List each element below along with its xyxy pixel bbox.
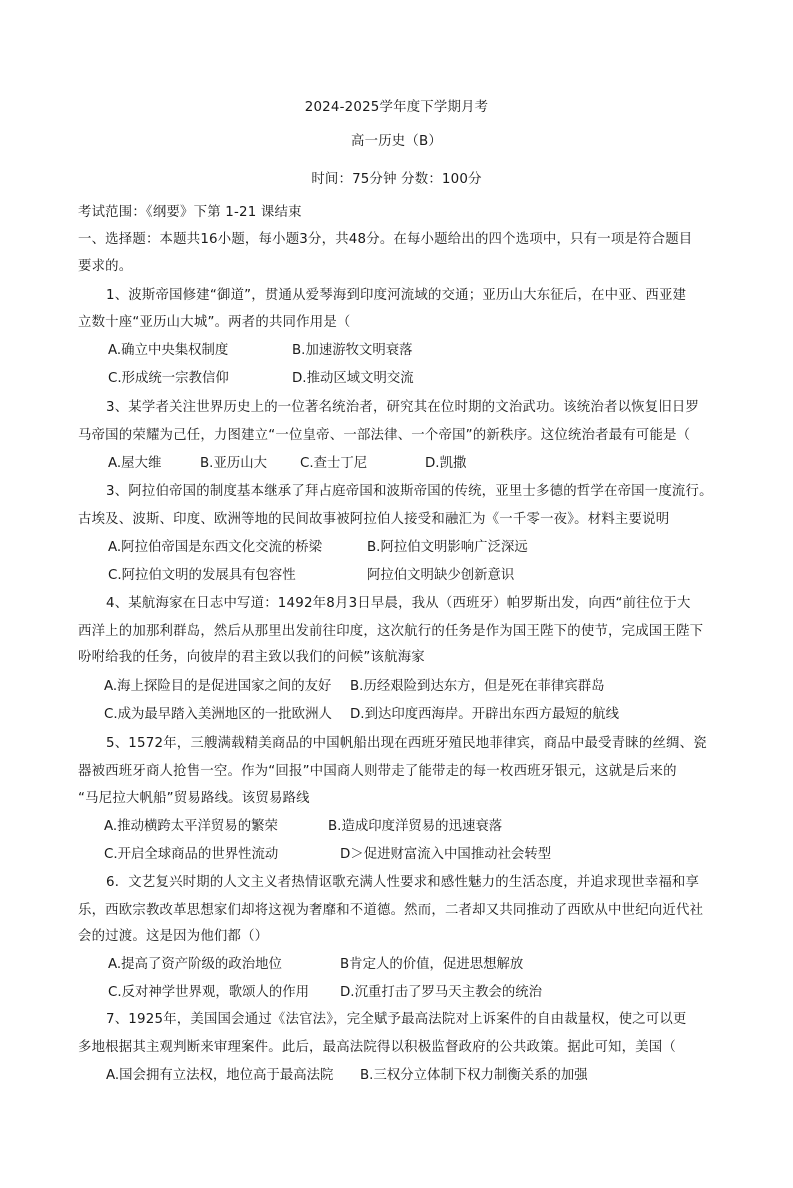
q1-option-a: A.确立中央集权制度 [108, 343, 229, 358]
exam-title: 2024-2025学年度下学期月考 [304, 100, 489, 115]
q3a-option-a: A.屋大维 [108, 456, 162, 471]
q3a-option-b: B.亚历山大 [200, 456, 268, 471]
q3a-option-d: D.凯撒 [425, 456, 467, 471]
q3b-stem-cont: 古埃及、波斯、印度、欧洲等地的民间故事被阿拉伯人接受和融汇为《一千零一夜》。材料主要说明 [78, 512, 670, 527]
q5-stem-cont2: “马尼拉大帆船”贸易路线。该贸易路线 [78, 791, 310, 806]
time-score: 时间：75分钟 分数：100分 [311, 172, 482, 187]
section-heading: 一、选择题：本题共16小题，每小题3分，共48分。在每小题给出的四个选项中，只有一项是符合题目 [78, 232, 693, 247]
q5-option-c: C.开启全球商品的世界性流动 [104, 847, 279, 862]
q7-stem-cont: 多地根据其主观判断来审理案件。此后，最高法院得以积极监督政府的公共政策。据此可知，美国（ [78, 1040, 676, 1055]
q6-stem: 6．文艺复兴时期的人文主义者热情讴歌充满人性要求和感性魅力的生活态度，并追求现世幸福和享 [106, 875, 700, 890]
q7-option-b: B.三权分立体制下权力制衡关系的加强 [360, 1068, 588, 1083]
q3b-stem: 3、阿拉伯帝国的制度基本继承了拜占庭帝国和波斯帝国的传统，亚里士多德的哲学在帝国一度流行。 [106, 484, 713, 499]
q3a-stem-cont: 马帝国的荣耀为己任，力图建立“一位皇帝、一部法律、一个帝国”的新秩序。这位统治者最有可能是（ [78, 428, 691, 443]
q1-option-b: B.加速游牧文明衰落 [292, 343, 413, 358]
q6-stem-cont2: 会的过渡。这是因为他们都（） [78, 929, 269, 944]
q4-option-d: D.到达印度西海岸。开辟出东西方最短的航线 [350, 707, 619, 722]
q1-stem: 1、波斯帝国修建“御道”，贯通从爱琴海到印度河流域的交通；亚历山大东征后，在中亚、西亚建 [106, 288, 687, 303]
q4-option-c: C.成为最早踏入美洲地区的一批欧洲人 [104, 707, 332, 722]
exam-subtitle: 高一历史（B） [351, 134, 442, 149]
q4-stem-cont1: 西洋上的加那利群岛，然后从那里出发前往印度，这次航行的任务是作为国王陛下的使节，完成国王陛下 [78, 624, 704, 639]
q7-option-a: A.国会拥有立法权，地位高于最高法院 [106, 1068, 334, 1083]
q3b-option-c: C.阿拉伯文明的发展具有包容性 [108, 568, 296, 583]
q1-option-d: D.推动区域文明交流 [292, 371, 414, 386]
q1-stem-cont: 立数十座“亚历山大城”。两者的共同作用是（ [78, 315, 351, 330]
q6-option-d: D.沉重打击了罗马天主教会的统治 [340, 985, 543, 1000]
q3a-option-c: C.查士丁尼 [300, 456, 368, 471]
q3b-option-d: 阿拉伯文明缺少创新意识 [367, 568, 515, 583]
exam-scope: 考试范围：《纲要》下第 1-21 课结束 [78, 205, 302, 220]
q5-option-a: A.推动横跨太平洋贸易的繁荣 [104, 819, 278, 834]
q7-stem: 7、1925年，美国国会通过《法官法》，完全赋予最高法院对上诉案件的自由裁量权，使之可以更 [106, 1012, 687, 1027]
q6-stem-cont1: 乐，西欧宗教改革思想家们却将这视为奢靡和不道德。然而，二者却又共同推动了西欧从中世纪向近代社 [78, 903, 704, 918]
q3a-stem: 3、某学者关注世界历史上的一位著名统治者，研究其在位时期的文治武功。该统治者以恢复旧日罗 [106, 400, 700, 415]
section-heading-cont: 要求的。 [78, 259, 133, 274]
q6-option-c: C.反对神学世界观，歌颂人的作用 [108, 985, 310, 1000]
q4-stem: 4、某航海家在日志中写道：1492年8月3日早晨，我从（西班牙）帕罗斯出发，向西“前往位于大 [106, 596, 691, 611]
q3b-option-b: B.阿拉伯文明影响广泛深远 [367, 540, 528, 555]
q5-stem: 5、1572年，三艘满载精美商品的中国帆船出现在西班牙殖民地菲律宾，商品中最受青睐的丝绸、瓷 [106, 736, 707, 751]
q5-stem-cont1: 器被西班牙商人抢售一空。作为“回报”中国商人则带走了能带走的每一枚西班牙银元，这就是后来的 [78, 764, 677, 779]
q4-option-a: A.海上探险目的是促进国家之间的友好 [104, 679, 332, 694]
q6-option-b: B肯定人的价值，促进思想解放 [340, 957, 524, 972]
q5-option-d: D＞促进财富流入中国推动社会转型 [340, 847, 552, 862]
q5-option-b: B.造成印度洋贸易的迅速衰落 [328, 819, 503, 834]
q1-option-c: C.形成统一宗教信仰 [108, 371, 229, 386]
q4-option-b: B.历经艰险到达东方，但是死在菲律宾群岛 [350, 679, 605, 694]
q3b-option-a: A.阿拉伯帝国是东西文化交流的桥梁 [108, 540, 323, 555]
q4-stem-cont2: 吩咐给我的任务，向彼岸的君主致以我们的问候”该航海家 [78, 650, 425, 665]
q6-option-a: A.提高了资产阶级的政治地位 [108, 957, 282, 972]
